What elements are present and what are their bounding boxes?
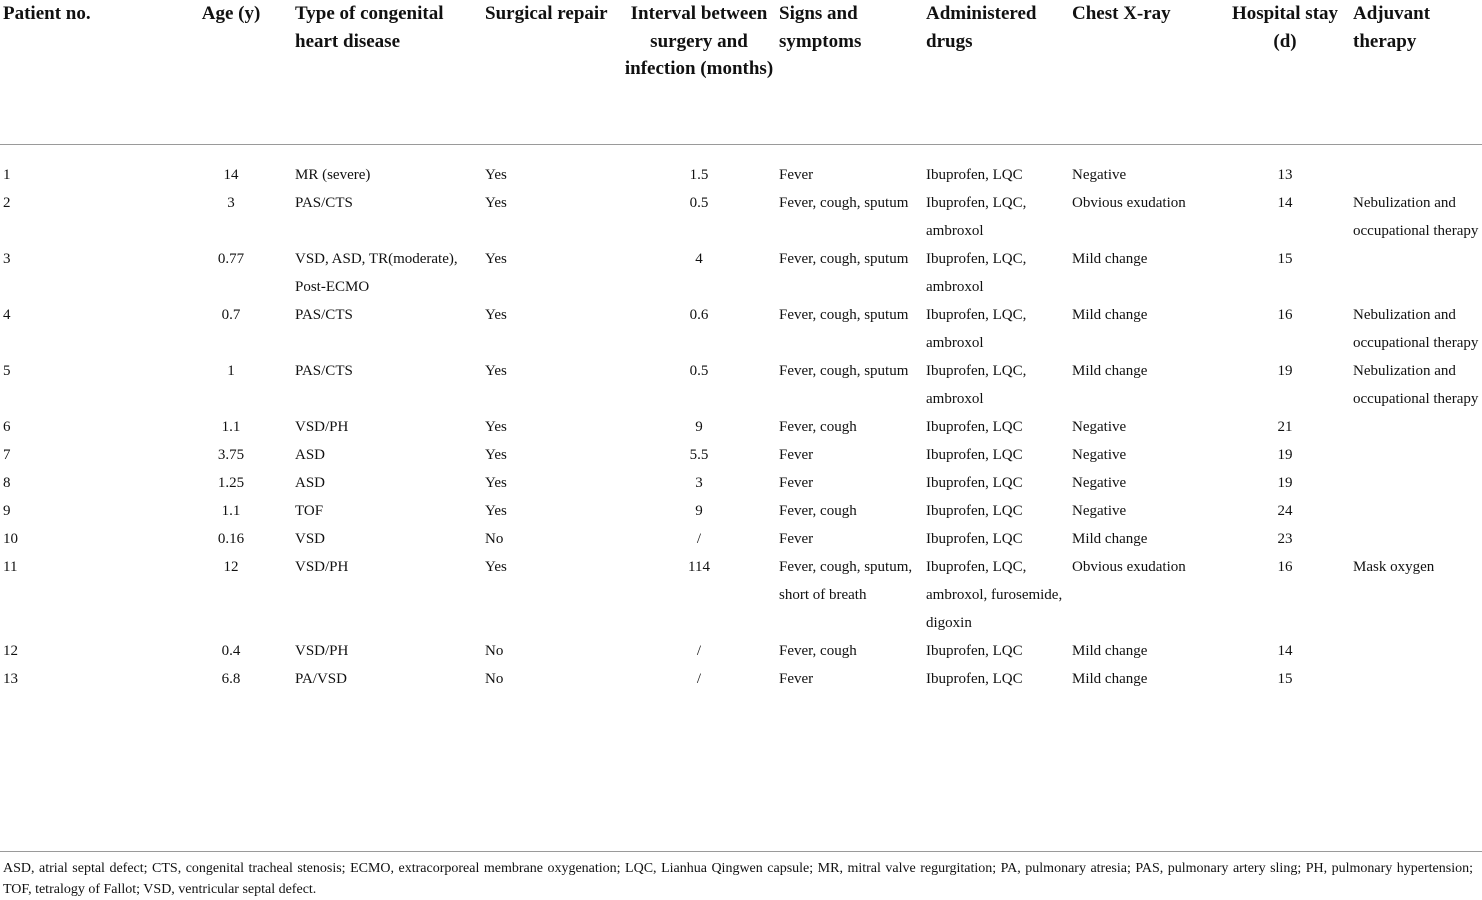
- cell-signs-symptoms: Fever, cough, sputum: [779, 251, 909, 267]
- table-row: [0, 469, 1482, 497]
- table-footnote: ASD, atrial septal defect; CTS, congenital tracheal stenosis; ECMO, extracorporeal membrane oxygenation; LQC, Lianhua Qingwen capsule; MR, mitral valve regurgitation; PA, pulmonary atresia; PAS, pulmonary artery sling; PH, pulmonary hypertension; TOF, tetralogy of Fallot; VSD, ventricular septal defect.: [3, 861, 1473, 897]
- cell-adjuvant-therapy: Nebulization and occupational therapy: [1353, 363, 1479, 407]
- header-administered-drugs: Administered drugs: [923, 0, 1069, 145]
- cell-surgical-repair: Yes: [485, 251, 507, 267]
- cell-patient-no: 3: [3, 251, 11, 267]
- cell-patient-no: 5: [3, 363, 11, 379]
- cell-surgical-repair: Yes: [485, 167, 507, 183]
- cell-disease-type: PA/VSD: [295, 671, 347, 687]
- cell-age: 0.77: [217, 251, 245, 267]
- cell-administered-drugs: Ibuprofen, LQC, ambroxol: [926, 307, 1027, 351]
- table-body: [0, 145, 1482, 697]
- cell-adjuvant-therapy: Nebulization and occupational therapy: [1353, 195, 1479, 239]
- cell-signs-symptoms: Fever: [779, 447, 814, 463]
- cell-age: 0.7: [221, 307, 241, 323]
- cell-hospital-stay: 15: [1277, 671, 1293, 687]
- cell-age: 0.16: [217, 531, 245, 547]
- cell-chest-xray: Mild change: [1072, 251, 1148, 267]
- cell-chest-xray: Obvious exudation: [1072, 195, 1186, 211]
- cell-patient-no: 7: [3, 447, 11, 463]
- cell-patient-no: 8: [3, 475, 11, 491]
- cell-age: 1: [227, 363, 235, 379]
- cell-interval: 0.5: [689, 195, 709, 211]
- cell-age: 1.1: [221, 419, 241, 435]
- cell-administered-drugs: Ibuprofen, LQC: [926, 671, 1023, 687]
- cell-surgical-repair: Yes: [485, 195, 507, 211]
- header-age: Age (y): [170, 0, 292, 145]
- table-row: [0, 497, 1482, 525]
- cell-age: 3: [227, 195, 235, 211]
- cell-patient-no: 10: [3, 531, 18, 547]
- header-interval: Interval between surgery and infection (months): [622, 0, 776, 145]
- cell-interval: 114: [688, 559, 710, 575]
- cell-signs-symptoms: Fever, cough, sputum: [779, 363, 909, 379]
- cell-chest-xray: Obvious exudation: [1072, 559, 1186, 575]
- cell-chest-xray: Negative: [1072, 447, 1127, 463]
- cell-administered-drugs: Ibuprofen, LQC: [926, 419, 1023, 435]
- cell-adjuvant-therapy: [1350, 441, 1482, 469]
- cell-administered-drugs: Ibuprofen, LQC, ambroxol: [926, 363, 1027, 407]
- cell-signs-symptoms: Fever: [779, 671, 814, 687]
- cell-age: 12: [223, 559, 239, 575]
- table-row: [0, 413, 1482, 441]
- cell-signs-symptoms: Fever, cough, sputum: [779, 195, 909, 211]
- cell-adjuvant-therapy: [1350, 413, 1482, 441]
- cell-disease-type: VSD/PH: [295, 559, 349, 575]
- table-row: [0, 357, 1482, 413]
- cell-surgical-repair: Yes: [485, 447, 507, 463]
- cell-disease-type: TOF: [295, 503, 324, 519]
- cell-signs-symptoms: Fever, cough: [779, 503, 857, 519]
- cell-signs-symptoms: Fever, cough: [779, 419, 857, 435]
- cell-administered-drugs: Ibuprofen, LQC: [926, 447, 1023, 463]
- cell-administered-drugs: Ibuprofen, LQC, ambroxol, furosemide, digoxin: [926, 559, 1063, 631]
- cell-adjuvant-therapy: [1350, 665, 1482, 696]
- cell-surgical-repair: No: [485, 671, 504, 687]
- cell-interval: 9: [695, 419, 703, 435]
- cell-age: 1.1: [221, 503, 241, 519]
- cell-patient-no: 4: [3, 307, 11, 323]
- cell-surgical-repair: Yes: [485, 559, 507, 575]
- header-adjuvant-therapy: Adjuvant therapy: [1350, 0, 1482, 145]
- cell-adjuvant-therapy: [1350, 469, 1482, 497]
- table-row: [0, 441, 1482, 469]
- cell-patient-no: 11: [3, 559, 18, 575]
- table-row: [0, 189, 1482, 245]
- cell-chest-xray: Mild change: [1072, 531, 1148, 547]
- cell-surgical-repair: Yes: [485, 503, 507, 519]
- table-bottom-rule: [0, 851, 1482, 852]
- cell-adjuvant-therapy: [1350, 497, 1482, 525]
- header-surgical-repair: Surgical repair: [482, 0, 622, 145]
- header-disease-type: Type of congenital heart disease: [292, 0, 482, 145]
- cell-disease-type: VSD/PH: [295, 419, 349, 435]
- cell-administered-drugs: Ibuprofen, LQC: [926, 503, 1023, 519]
- table-header-row: [0, 0, 1482, 145]
- cell-interval: 0.5: [689, 363, 709, 379]
- cell-disease-type: ASD: [295, 447, 326, 463]
- cell-hospital-stay: 19: [1277, 447, 1293, 463]
- header-patient-no: Patient no.: [0, 0, 170, 145]
- cell-hospital-stay: 15: [1277, 251, 1293, 267]
- cell-signs-symptoms: Fever, cough, sputum, short of breath: [779, 559, 913, 603]
- cell-surgical-repair: Yes: [485, 307, 507, 323]
- cell-adjuvant-therapy: [1350, 245, 1482, 301]
- cell-signs-symptoms: Fever, cough, sputum: [779, 307, 909, 323]
- cell-hospital-stay: 14: [1277, 643, 1293, 659]
- cell-chest-xray: Mild change: [1072, 363, 1148, 379]
- cell-administered-drugs: Ibuprofen, LQC: [926, 167, 1023, 183]
- cell-surgical-repair: Yes: [485, 475, 507, 491]
- table-row: [0, 553, 1482, 637]
- cell-hospital-stay: 21: [1277, 419, 1293, 435]
- cell-interval: /: [696, 643, 702, 659]
- cell-chest-xray: Negative: [1072, 419, 1127, 435]
- cell-adjuvant-therapy: [1350, 637, 1482, 665]
- table-row: [0, 145, 1482, 190]
- cell-hospital-stay: 13: [1277, 167, 1293, 183]
- cell-interval: /: [696, 531, 702, 547]
- cell-interval: /: [696, 671, 702, 687]
- cell-hospital-stay: 23: [1277, 531, 1293, 547]
- cell-hospital-stay: 19: [1277, 363, 1293, 379]
- header-chest-xray: Chest X-ray: [1069, 0, 1220, 145]
- cell-administered-drugs: Ibuprofen, LQC, ambroxol: [926, 195, 1027, 239]
- cell-chest-xray: Negative: [1072, 503, 1127, 519]
- cell-surgical-repair: No: [485, 643, 504, 659]
- cell-chest-xray: Mild change: [1072, 671, 1148, 687]
- cell-adjuvant-therapy: Mask oxygen: [1353, 559, 1435, 575]
- cell-interval: 0.6: [689, 307, 709, 323]
- cell-administered-drugs: Ibuprofen, LQC: [926, 531, 1023, 547]
- cell-patient-no: 1: [3, 167, 11, 183]
- cell-hospital-stay: 16: [1277, 307, 1293, 323]
- cell-hospital-stay: 14: [1277, 195, 1293, 211]
- cell-disease-type: ASD: [295, 475, 326, 491]
- cell-surgical-repair: Yes: [485, 363, 507, 379]
- table-row: [0, 301, 1482, 357]
- cell-disease-type: PAS/CTS: [295, 195, 353, 211]
- cell-chest-xray: Mild change: [1072, 643, 1148, 659]
- cell-surgical-repair: No: [485, 531, 504, 547]
- cell-patient-no: 13: [3, 671, 18, 687]
- table-row: [0, 245, 1482, 301]
- table-row: [0, 665, 1482, 696]
- header-signs-symptoms: Signs and symptoms: [776, 0, 923, 145]
- cell-chest-xray: Mild change: [1072, 307, 1148, 323]
- cell-chest-xray: Negative: [1072, 475, 1127, 491]
- cell-age: 0.4: [221, 643, 241, 659]
- cell-adjuvant-therapy: [1350, 525, 1482, 553]
- cell-disease-type: PAS/CTS: [295, 307, 353, 323]
- cell-interval: 9: [695, 503, 703, 519]
- cell-disease-type: MR (severe): [295, 167, 371, 183]
- cell-patient-no: 2: [3, 195, 11, 211]
- cell-hospital-stay: 16: [1277, 559, 1293, 575]
- cell-surgical-repair: Yes: [485, 419, 507, 435]
- table-row: [0, 525, 1482, 553]
- cell-age: 14: [223, 167, 239, 183]
- cell-adjuvant-therapy: Nebulization and occupational therapy: [1353, 307, 1479, 351]
- cell-age: 1.25: [217, 475, 245, 491]
- cell-adjuvant-therapy: [1350, 145, 1482, 190]
- cell-disease-type: PAS/CTS: [295, 363, 353, 379]
- table-row: [0, 637, 1482, 665]
- cell-interval: 1.5: [689, 167, 709, 183]
- cell-administered-drugs: Ibuprofen, LQC, ambroxol: [926, 251, 1027, 295]
- cell-administered-drugs: Ibuprofen, LQC: [926, 643, 1023, 659]
- cell-interval: 4: [695, 251, 703, 267]
- cell-signs-symptoms: Fever: [779, 475, 814, 491]
- cell-disease-type: VSD/PH: [295, 643, 349, 659]
- header-hospital-stay: Hospital stay (d): [1220, 0, 1350, 145]
- cell-disease-type: VSD, ASD, TR(moderate), Post-ECMO: [295, 251, 458, 295]
- cell-chest-xray: Negative: [1072, 167, 1127, 183]
- cell-hospital-stay: 19: [1277, 475, 1293, 491]
- cell-administered-drugs: Ibuprofen, LQC: [926, 475, 1023, 491]
- cell-disease-type: VSD: [295, 531, 326, 547]
- cell-signs-symptoms: Fever, cough: [779, 643, 857, 659]
- cell-patient-no: 9: [3, 503, 11, 519]
- cell-interval: 5.5: [689, 447, 709, 463]
- cell-age: 3.75: [217, 447, 245, 463]
- cell-patient-no: 6: [3, 419, 11, 435]
- cell-signs-symptoms: Fever: [779, 167, 814, 183]
- cell-interval: 3: [695, 475, 703, 491]
- cell-hospital-stay: 24: [1277, 503, 1293, 519]
- cell-age: 6.8: [221, 671, 241, 687]
- cell-patient-no: 12: [3, 643, 18, 659]
- cell-signs-symptoms: Fever: [779, 531, 814, 547]
